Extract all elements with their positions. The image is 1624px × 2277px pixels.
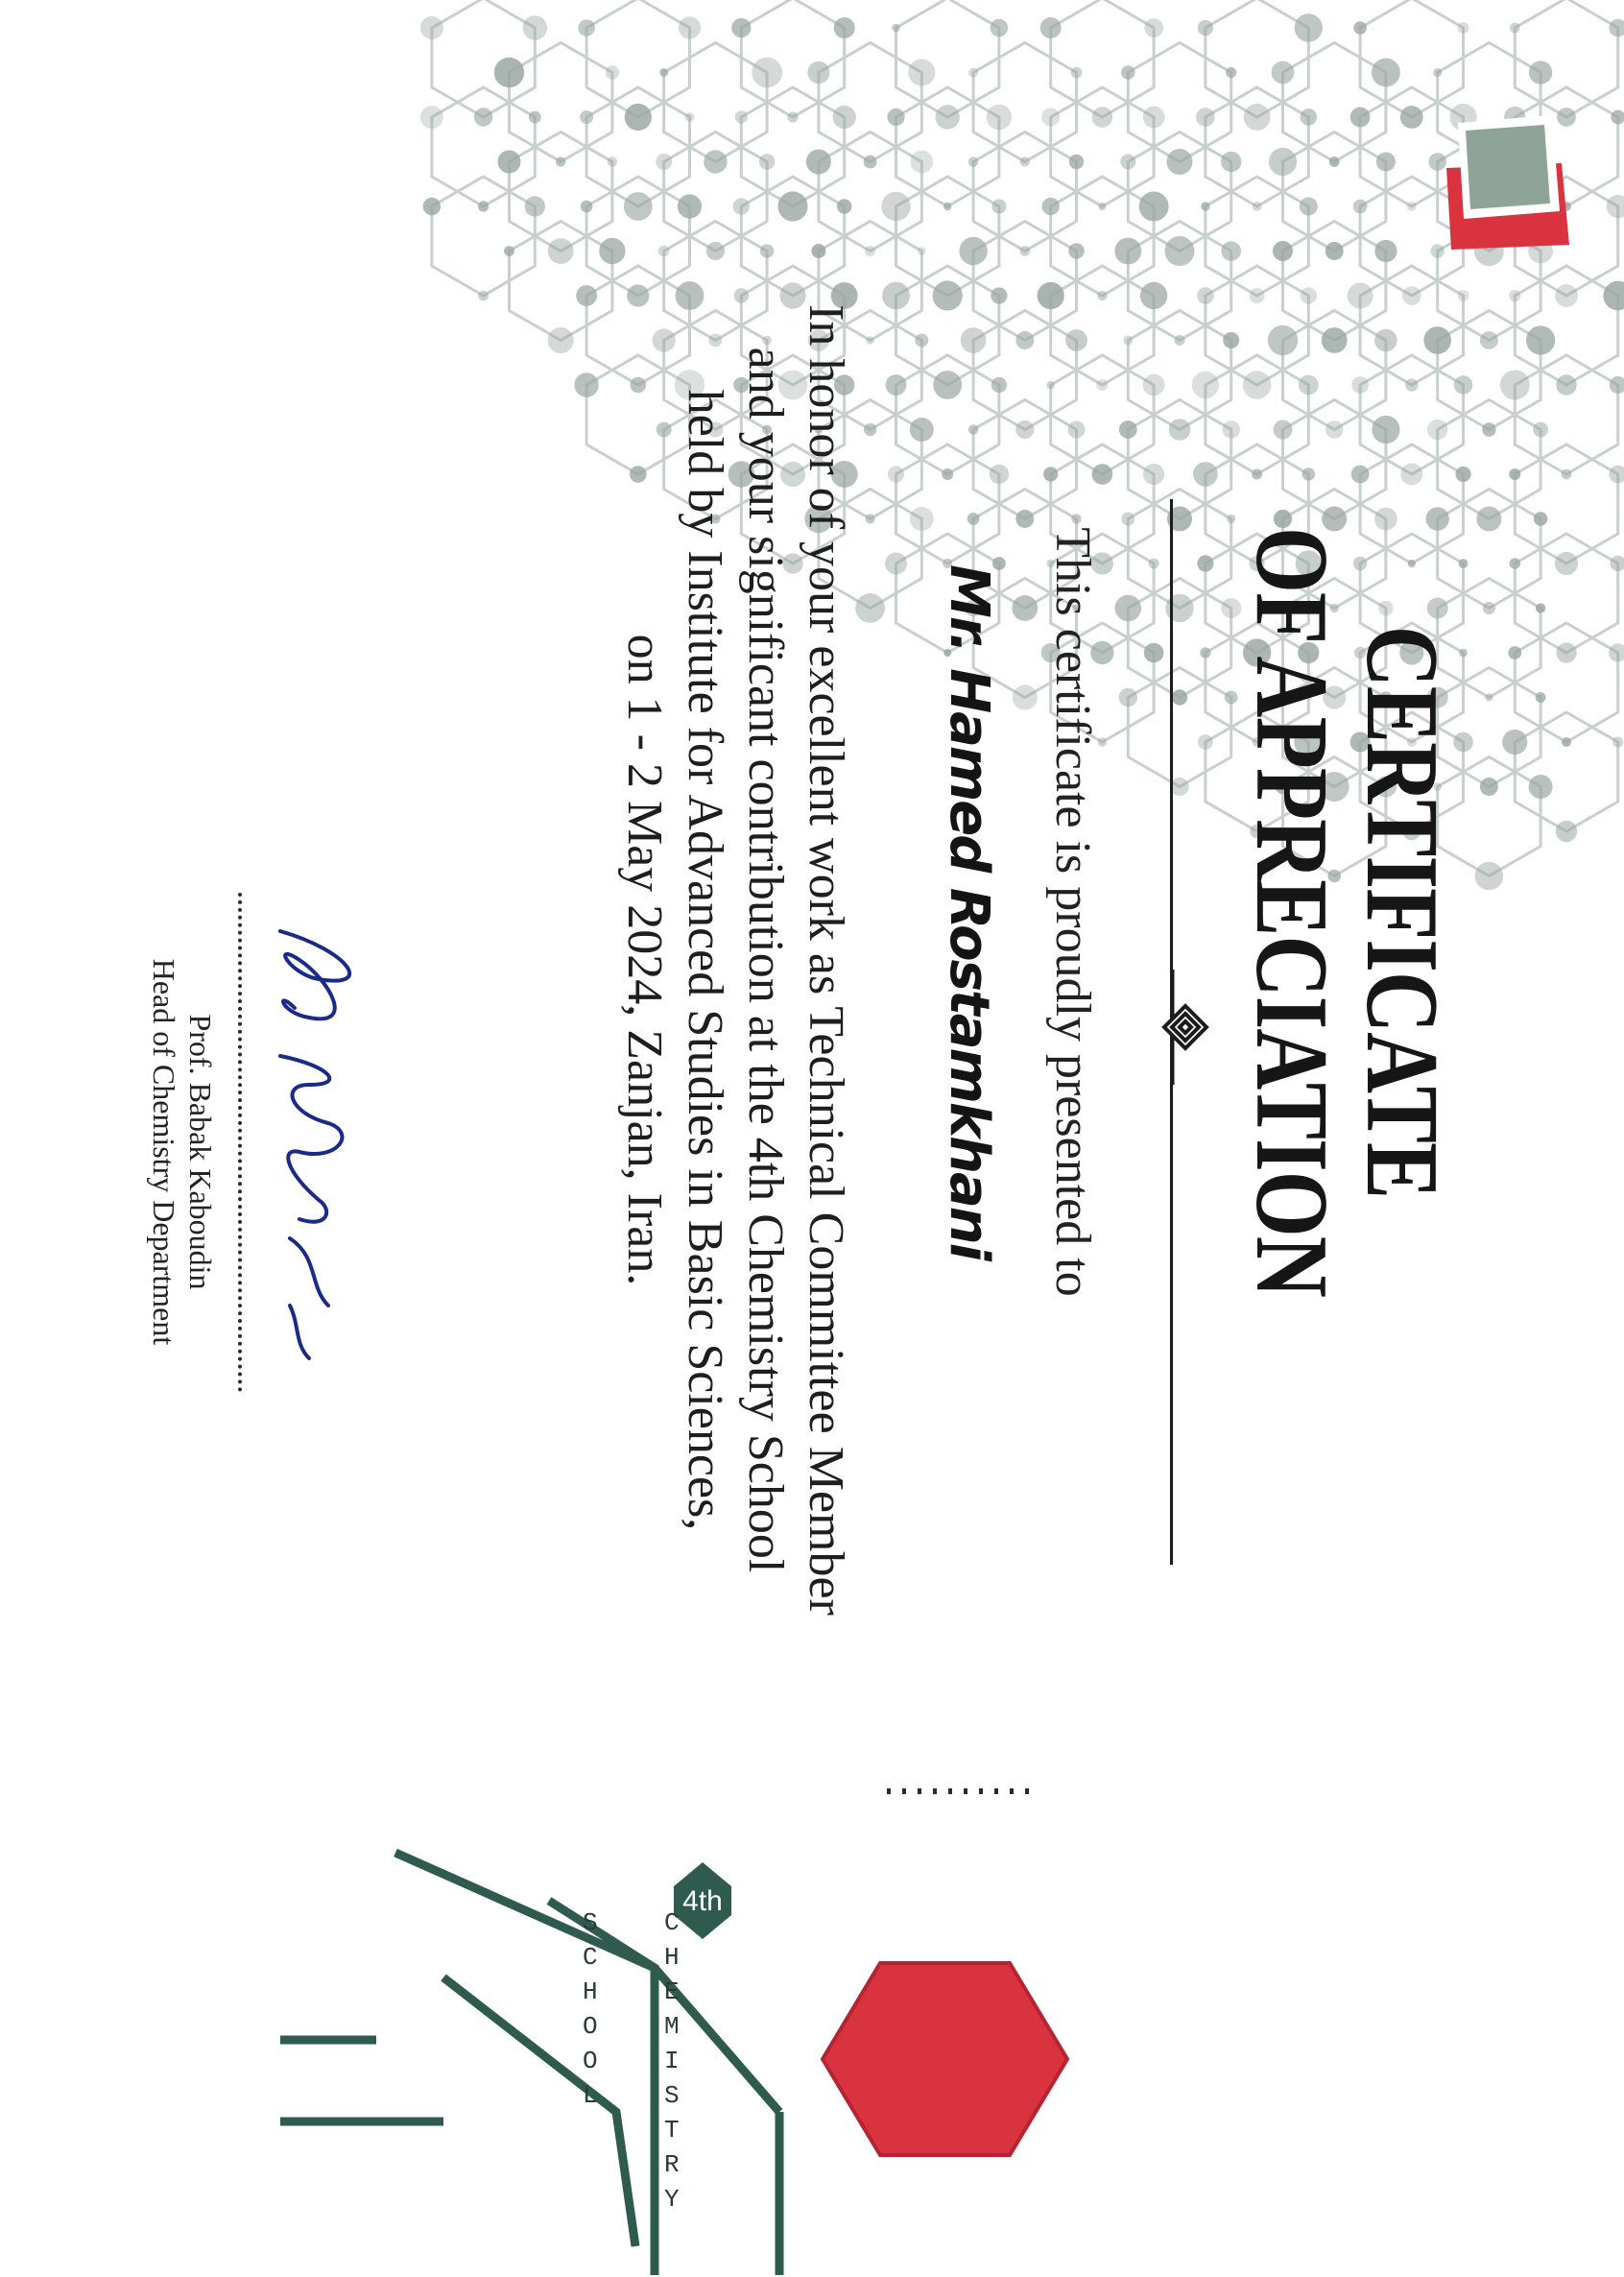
citation-body [614, 0, 856, 1920]
molecule-atom [1508, 646, 1521, 659]
molecule-atom [886, 374, 907, 395]
molecule-atom [574, 372, 598, 396]
molecule-atom [865, 514, 874, 523]
molecule-atom [1510, 558, 1521, 569]
molecule-atom [1015, 510, 1034, 528]
citation-line: In honor of your excellent work as Technical Committee Member [799, 304, 853, 1616]
molecule-atom [1458, 22, 1469, 34]
molecule-atom [556, 156, 565, 166]
citation-line: and your significant contribution at the 4th Chemistry School [738, 347, 793, 1573]
molecule-atom [1198, 734, 1213, 750]
molecule-atom [1119, 688, 1138, 707]
molecule-atom [910, 507, 934, 531]
molecule-atom [1475, 862, 1504, 891]
molecule-atom [1500, 371, 1530, 400]
molecule-atom [1200, 647, 1210, 658]
school-letter: H [583, 1977, 598, 2006]
molecule-atom [1172, 689, 1187, 705]
molecule-atom [548, 238, 574, 264]
molecule-bond [1206, 0, 1308, 117]
molecule-atom [1170, 778, 1188, 796]
molecule-atom [1609, 19, 1624, 37]
edition-badge [674, 1862, 731, 1939]
school-letter: O [583, 2047, 598, 2075]
molecule-bond [1515, 266, 1617, 385]
molecule-atom [1555, 284, 1578, 307]
title-line-1: CERTIFICATE [1345, 625, 1459, 1199]
school-letter: O [583, 2012, 598, 2041]
signatory-name: Prof. Babak Kaboudin [183, 1014, 218, 1290]
molecule-bond [1515, 355, 1617, 474]
molecule-atom [1485, 693, 1493, 701]
molecule-atom [1556, 821, 1577, 842]
molecule-atom [1480, 778, 1498, 796]
molecule-atom [888, 466, 904, 482]
molecule-atom [1534, 512, 1547, 525]
molecule-atom [1201, 202, 1209, 210]
molecule-atom [1562, 737, 1571, 747]
molecule-atom [1198, 20, 1213, 36]
molecule-atom [864, 423, 876, 436]
school-letter: I [664, 2047, 680, 2075]
molecule-atom [881, 192, 910, 221]
molecule-atom [908, 59, 935, 85]
molecule-atom [1529, 775, 1553, 799]
molecule-atom [1143, 464, 1164, 485]
molecule-atom [1121, 65, 1135, 80]
molecule-bond [510, 43, 612, 162]
molecule-atom [1143, 374, 1165, 396]
molecule-atom [1244, 104, 1271, 131]
signature-line [238, 893, 242, 1392]
molecule-atom [1483, 602, 1495, 614]
molecule-atom [1529, 60, 1552, 84]
molecule-atom [887, 108, 904, 126]
molecule-bond [1283, 43, 1386, 162]
molecule-atom [1556, 374, 1576, 395]
molecule-atom [478, 201, 489, 211]
molecule-atom [1533, 422, 1548, 438]
molecule-atom [494, 58, 524, 87]
signature-icon [242, 922, 386, 1363]
school-letter: T [664, 2116, 680, 2145]
molecule-atom [918, 247, 925, 254]
title-line-2: OF APPRECIATION [1234, 526, 1349, 1297]
molecule-bond [1128, 311, 1230, 430]
molecule-atom [1607, 195, 1624, 218]
molecule-atom [1295, 13, 1323, 41]
molecule-atom [420, 106, 443, 129]
school-letter: C [583, 1943, 598, 1972]
molecule-atom [1119, 420, 1137, 439]
molecule-atom [523, 15, 548, 40]
molecule-bond [1515, 712, 1617, 831]
citation-line: held by Institute for Advanced Studies in Basic Sciences, [678, 389, 732, 1531]
molecule-atom [1114, 238, 1141, 265]
molecule-atom [1350, 108, 1371, 128]
molecule-atom [1610, 376, 1624, 394]
molecule-atom [1165, 236, 1195, 266]
molecule-atom [420, 16, 443, 39]
molecule-atom [855, 593, 885, 623]
molecule-atom [1169, 419, 1191, 441]
molecule-atom [1609, 466, 1624, 484]
molecule-atom [865, 246, 875, 256]
molecule-bond [432, 177, 535, 296]
school-letter: C [664, 1908, 680, 1937]
molecule-atom [1611, 110, 1624, 125]
molecule-atom [1140, 282, 1167, 309]
molecule-atom [1526, 325, 1555, 354]
molecule-atom [1502, 730, 1527, 755]
molecule-atom [915, 334, 928, 348]
molecule-atom [1509, 290, 1520, 301]
molecule-atom [1012, 595, 1038, 621]
hexagon-icon [823, 1963, 1067, 2155]
molecule-atom [1301, 108, 1318, 126]
molecule-atom [1482, 422, 1495, 436]
molecule-atom [1115, 595, 1142, 622]
molecule-atom [1013, 684, 1038, 709]
molecule-atom [548, 327, 574, 353]
molecule-atom [1144, 18, 1163, 37]
molecule-atom [1612, 736, 1623, 747]
molecule-atom [1433, 68, 1442, 77]
molecule-atom [1536, 603, 1545, 612]
molecule-bond [1515, 623, 1617, 742]
molecule-atom [498, 151, 521, 174]
molecule-atom [1123, 336, 1133, 346]
molecule-atom [1226, 67, 1236, 78]
molecule-atom [1611, 556, 1624, 571]
molecule-atom [1015, 420, 1034, 439]
molecule-atom [474, 108, 492, 126]
molecule-atom [1536, 692, 1546, 703]
molecule-atom [882, 282, 910, 310]
school-letter: H [664, 1943, 680, 1972]
molecule-atom [910, 418, 934, 442]
school-letter: Y [664, 2185, 680, 2214]
molecule-atom [1120, 155, 1135, 170]
school-letter: L [583, 2081, 598, 2110]
molecule-atom [1476, 507, 1501, 532]
school-letter: S [583, 1908, 598, 1937]
molecule-atom [1562, 469, 1572, 480]
molecule-atom [423, 198, 441, 215]
molecule-atom [1149, 559, 1159, 569]
molecule-atom [1372, 59, 1400, 87]
chemistry-school-brand [0, 1709, 1624, 2277]
molecule-atom [576, 285, 597, 306]
molecule-bond [510, 132, 612, 252]
molecule-bond [1128, 43, 1230, 162]
molecule-bond [1128, 668, 1230, 787]
molecule-atom [1192, 372, 1219, 398]
molecule-atom [1510, 23, 1520, 34]
molecule-atom [1556, 642, 1576, 662]
molecule-atom [529, 111, 541, 124]
molecule-atom [578, 19, 595, 36]
recipient-name: Mr. Hamed Rostamkhani [938, 564, 1000, 1259]
molecule-atom [1175, 335, 1185, 346]
molecule-atom [1121, 513, 1134, 526]
school-letter: S [664, 2081, 680, 2110]
molecule-atom [525, 196, 545, 216]
school-letter: E [664, 1977, 680, 2006]
molecule-atom [1015, 331, 1034, 349]
molecule-atom [1197, 555, 1213, 571]
molecule-atom [1196, 108, 1215, 127]
molecule-atom [1555, 552, 1578, 575]
molecule-atom [1143, 107, 1165, 129]
molecule-atom [581, 201, 593, 213]
molecule-bond [1515, 444, 1617, 563]
molecule-atom [1603, 281, 1624, 311]
molecule-bond [1515, 534, 1617, 653]
edition-badge-text: 4th [682, 1885, 723, 1917]
molecule-atom [866, 336, 873, 344]
molecule-bond [432, 87, 535, 206]
molecule-atom [885, 553, 907, 575]
molecule-atom [864, 156, 877, 169]
school-letter: R [664, 2150, 680, 2179]
molecule-atom [1272, 61, 1295, 84]
molecule-atom [1144, 643, 1164, 663]
molecule-atom [1167, 149, 1193, 175]
molecule-atom [478, 291, 489, 301]
citation-line: on 1 - 2 May 2024, Zanjan, Iran. [617, 634, 672, 1286]
molecule-bond [1128, 400, 1230, 519]
molecule-atom [1019, 246, 1030, 256]
molecule-atom [1353, 21, 1367, 35]
molecule-atom [1509, 468, 1520, 480]
molecule-atom [1480, 331, 1498, 349]
presented-text: This certificate is proudly presented to [1045, 527, 1100, 1297]
molecule-atom [1139, 192, 1169, 222]
molecule-atom [580, 110, 593, 124]
school-letter: M [664, 2012, 680, 2041]
molecule-bond [432, 0, 535, 117]
molecule-atom [1020, 156, 1030, 166]
molecule-atom [892, 24, 900, 33]
molecule-atom [504, 246, 514, 256]
molecule-atom [910, 151, 933, 174]
knot-divider-icon [1158, 970, 1216, 1085]
molecule-atom [1197, 287, 1214, 304]
molecule-atom [1193, 462, 1218, 487]
molecule-atom [1609, 643, 1624, 661]
signatory-title: Head of Chemistry Department [147, 958, 181, 1346]
